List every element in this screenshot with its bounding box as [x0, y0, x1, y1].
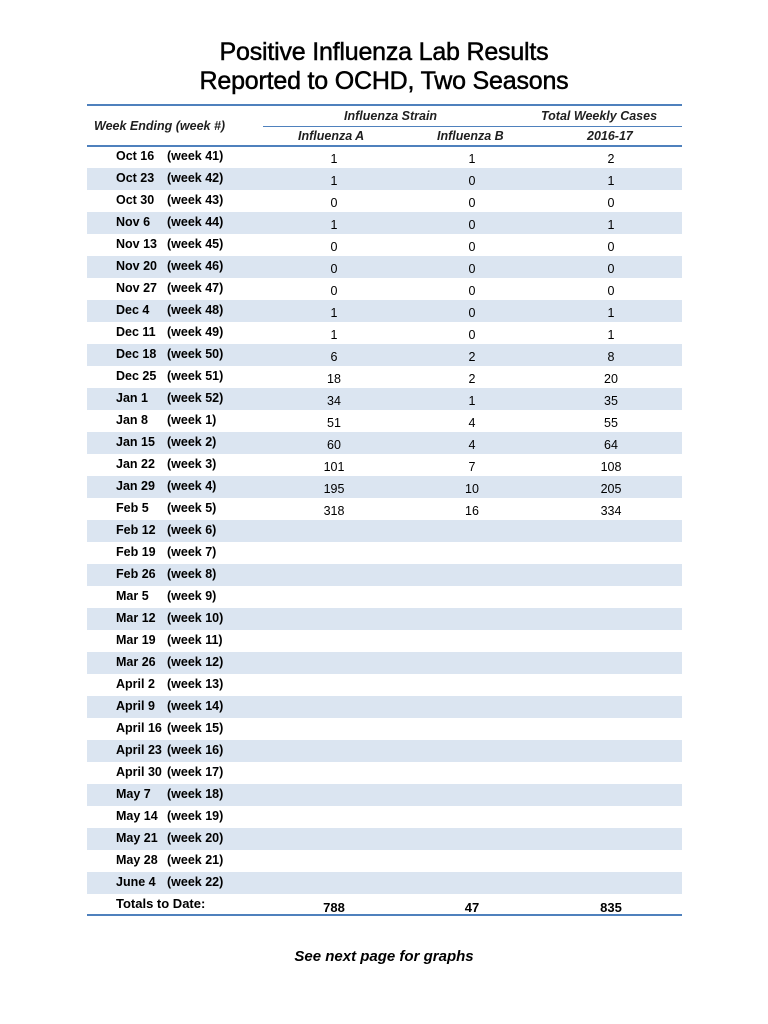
row-influenza-a: 1 — [330, 328, 338, 342]
row-week-ending-date: Mar 12 — [116, 611, 156, 625]
table-row — [87, 608, 682, 630]
row-week-ending-date: Dec 4 — [116, 303, 150, 317]
row-total-cases: 108 — [600, 460, 622, 474]
row-total-cases: 64 — [604, 438, 618, 452]
table-row — [87, 146, 682, 168]
row-week-ending-date: April 16 — [116, 721, 162, 735]
row-week-number: (week 13) — [167, 677, 224, 691]
row-week-number: (week 21) — [167, 853, 224, 867]
row-week-ending-date: May 21 — [116, 831, 158, 845]
row-influenza-a: 318 — [323, 504, 345, 518]
table-row — [87, 322, 682, 344]
row-influenza-a: 0 — [330, 240, 338, 254]
table-row — [87, 850, 682, 872]
row-week-ending-date: April 23 — [116, 743, 162, 757]
row-total-cases: 205 — [600, 482, 622, 496]
totals-weekly-cases: 835 — [600, 900, 622, 915]
row-influenza-b: 4 — [468, 416, 476, 430]
table-row — [87, 344, 682, 366]
row-week-ending-date: June 4 — [116, 875, 156, 889]
row-influenza-a: 195 — [323, 482, 345, 496]
row-week-number: (week 49) — [167, 325, 224, 339]
header-top-rule — [87, 104, 682, 106]
table-row — [87, 410, 682, 432]
row-week-number: (week 17) — [167, 765, 224, 779]
row-week-number: (week 5) — [167, 501, 217, 515]
row-influenza-a: 60 — [327, 438, 341, 452]
row-total-cases: 0 — [607, 262, 615, 276]
row-influenza-b: 0 — [468, 196, 476, 210]
row-influenza-a: 1 — [330, 306, 338, 320]
page-title-line-1: Positive Influenza Lab Results — [219, 38, 549, 66]
row-week-number: (week 20) — [167, 831, 224, 845]
header-mid-rule — [263, 126, 682, 127]
table-row — [87, 432, 682, 454]
row-total-cases: 2 — [607, 152, 615, 166]
row-influenza-a: 6 — [330, 350, 338, 364]
row-total-cases: 334 — [600, 504, 622, 518]
row-week-ending-date: Dec 25 — [116, 369, 157, 383]
row-week-ending-date: Nov 20 — [116, 259, 157, 273]
row-week-ending-date: May 28 — [116, 853, 158, 867]
row-week-number: (week 44) — [167, 215, 224, 229]
row-influenza-b: 0 — [468, 262, 476, 276]
row-week-number: (week 46) — [167, 259, 224, 273]
row-influenza-a: 1 — [330, 218, 338, 232]
page-title-line-2: Reported to OCHD, Two Seasons — [199, 67, 569, 95]
row-week-number: (week 43) — [167, 193, 224, 207]
row-week-number: (week 19) — [167, 809, 224, 823]
row-week-number: (week 16) — [167, 743, 224, 757]
table-row — [87, 256, 682, 278]
row-week-ending-date: May 7 — [116, 787, 151, 801]
row-week-ending-date: May 14 — [116, 809, 158, 823]
row-influenza-b: 0 — [468, 174, 476, 188]
row-week-number: (week 42) — [167, 171, 224, 185]
table-row — [87, 696, 682, 718]
row-total-cases: 0 — [607, 196, 615, 210]
row-influenza-b: 2 — [468, 372, 476, 386]
row-total-cases: 1 — [607, 306, 615, 320]
row-week-ending-date: Jan 8 — [116, 413, 148, 427]
table-row — [87, 542, 682, 564]
totals-influenza-b: 47 — [464, 900, 480, 915]
table-row — [87, 366, 682, 388]
table-row — [87, 586, 682, 608]
table-row — [87, 300, 682, 322]
row-week-number: (week 41) — [167, 149, 224, 163]
table-row — [87, 278, 682, 300]
row-week-ending-date: Oct 30 — [116, 193, 155, 207]
row-influenza-a: 1 — [330, 174, 338, 188]
table-row — [87, 498, 682, 520]
row-week-number: (week 11) — [167, 633, 223, 647]
table-row — [87, 520, 682, 542]
row-week-number: (week 18) — [167, 787, 224, 801]
table-row — [87, 212, 682, 234]
row-influenza-a: 51 — [327, 416, 341, 430]
row-week-number: (week 2) — [167, 435, 217, 449]
table-body — [87, 146, 682, 894]
table-row — [87, 564, 682, 586]
row-week-number: (week 7) — [167, 545, 217, 559]
row-influenza-a: 101 — [323, 460, 345, 474]
row-total-cases: 1 — [607, 218, 615, 232]
row-week-number: (week 8) — [167, 567, 217, 581]
row-week-ending-date: Nov 13 — [116, 237, 157, 251]
row-influenza-b: 1 — [468, 152, 476, 166]
footer-note: See next page for graphs — [294, 948, 474, 965]
row-total-cases: 1 — [607, 174, 615, 188]
totals-row — [87, 892, 682, 916]
row-influenza-b: 0 — [468, 240, 476, 254]
row-week-number: (week 22) — [167, 875, 224, 889]
row-week-number: (week 48) — [167, 303, 224, 317]
row-total-cases: 55 — [604, 416, 618, 430]
row-influenza-a: 0 — [330, 262, 338, 276]
header-influenza-strain: Influenza Strain — [344, 109, 438, 123]
row-influenza-b: 10 — [465, 482, 479, 496]
row-total-cases: 0 — [607, 240, 615, 254]
row-week-number: (week 47) — [167, 281, 224, 295]
row-week-ending-date: Nov 6 — [116, 215, 151, 229]
row-week-ending-date: April 9 — [116, 699, 155, 713]
row-week-number: (week 52) — [167, 391, 224, 405]
row-influenza-b: 0 — [468, 218, 476, 232]
table-row — [87, 806, 682, 828]
row-week-ending-date: Mar 5 — [116, 589, 149, 603]
row-week-ending-date: Mar 19 — [116, 633, 156, 647]
table-row — [87, 674, 682, 696]
row-influenza-b: 0 — [468, 284, 476, 298]
table-row — [87, 740, 682, 762]
row-week-ending-date: Feb 5 — [116, 501, 149, 515]
row-week-ending-date: April 30 — [116, 765, 162, 779]
row-total-cases: 20 — [604, 372, 618, 386]
table-row — [87, 828, 682, 850]
row-week-ending-date: Oct 23 — [116, 171, 155, 185]
row-influenza-a: 18 — [327, 372, 341, 386]
table-row — [87, 652, 682, 674]
row-week-ending-date: Jan 1 — [116, 391, 148, 405]
table-row — [87, 630, 682, 652]
row-influenza-b: 1 — [468, 394, 476, 408]
row-influenza-b: 4 — [468, 438, 476, 452]
row-week-number: (week 15) — [167, 721, 224, 735]
row-week-number: (week 50) — [167, 347, 224, 361]
row-influenza-a: 34 — [327, 394, 341, 408]
row-week-ending-date: Jan 15 — [116, 435, 155, 449]
table-row — [87, 234, 682, 256]
row-week-number: (week 4) — [167, 479, 217, 493]
row-influenza-b: 16 — [465, 504, 479, 518]
row-week-ending-date: Dec 18 — [116, 347, 157, 361]
row-week-ending-date: Nov 27 — [116, 281, 157, 295]
header-week-ending: Week Ending (week #) — [94, 119, 226, 133]
row-week-number: (week 9) — [167, 589, 217, 603]
row-influenza-a: 0 — [330, 284, 338, 298]
row-week-ending-date: Feb 19 — [116, 545, 156, 559]
totals-label: Totals to Date: — [116, 896, 206, 911]
table-row — [87, 388, 682, 410]
row-total-cases: 0 — [607, 284, 615, 298]
row-week-ending-date: Jan 22 — [116, 457, 155, 471]
row-influenza-b: 2 — [468, 350, 476, 364]
row-total-cases: 1 — [607, 328, 615, 342]
row-week-number: (week 14) — [167, 699, 224, 713]
row-week-number: (week 51) — [167, 369, 224, 383]
row-week-number: (week 12) — [167, 655, 224, 669]
row-week-ending-date: Feb 12 — [116, 523, 156, 537]
row-week-ending-date: Dec 11 — [116, 325, 156, 339]
table-row — [87, 718, 682, 740]
row-week-number: (week 3) — [167, 457, 217, 471]
row-week-number: (week 45) — [167, 237, 224, 251]
row-total-cases: 35 — [604, 394, 618, 408]
header-total-weekly-cases: Total Weekly Cases — [541, 109, 658, 123]
table-row — [87, 784, 682, 806]
row-week-number: (week 6) — [167, 523, 217, 537]
table-row — [87, 872, 682, 894]
header-season: 2016-17 — [587, 129, 633, 143]
table-row — [87, 454, 682, 476]
row-week-ending-date: Oct 16 — [116, 149, 155, 163]
row-influenza-a: 0 — [330, 196, 338, 210]
header-influenza-a: Influenza A — [298, 129, 365, 143]
table-row — [87, 190, 682, 212]
table-row — [87, 168, 682, 190]
row-week-number: (week 1) — [167, 413, 217, 427]
row-week-ending-date: April 2 — [116, 677, 155, 691]
row-week-number: (week 10) — [167, 611, 224, 625]
row-influenza-b: 0 — [468, 306, 476, 320]
totals-influenza-a: 788 — [323, 900, 345, 915]
row-week-ending-date: Feb 26 — [116, 567, 156, 581]
row-week-ending-date: Jan 29 — [116, 479, 155, 493]
row-total-cases: 8 — [607, 350, 615, 364]
row-influenza-b: 0 — [468, 328, 476, 342]
row-influenza-a: 1 — [330, 152, 338, 166]
table-row — [87, 762, 682, 784]
row-influenza-b: 7 — [468, 460, 476, 474]
header-influenza-b: Influenza B — [437, 129, 504, 143]
row-week-ending-date: Mar 26 — [116, 655, 156, 669]
table-row — [87, 476, 682, 498]
